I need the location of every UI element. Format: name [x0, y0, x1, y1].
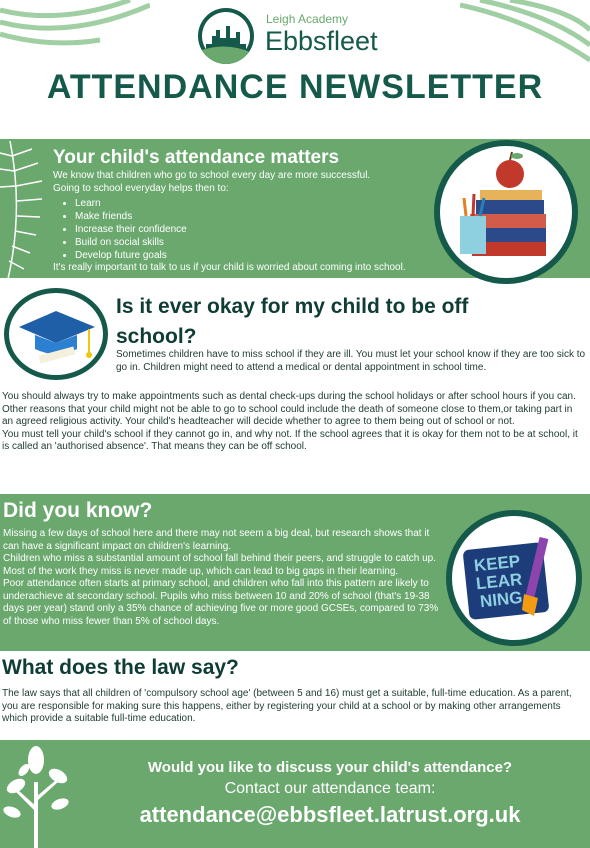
section1-closing: It's really important to talk to us if your child is worried about coming into school.: [53, 262, 406, 273]
section3-heading: Did you know?: [3, 499, 153, 522]
section1-lead: Going to school everyday helps then to:: [53, 182, 229, 194]
section1-intro: We know that children who go to school every day are more successful.: [53, 170, 371, 181]
section3-p4: Poor attendance often starts at primary school, and children who fall into this pattern are likely to underachieve at secondary school. Pupils who miss between 10 and 20% of school (that's 19-38 days per year) stand only a 35% chance of achieving five or more good GCSEs, compared to 73% of those who miss fewer than 5% of school days.: [3, 578, 439, 627]
section1-bullets: [53, 197, 443, 262]
decorative-lines-right: [460, 0, 590, 70]
list-item: • Learn: [75, 197, 443, 210]
list-item: • Increase their confidence: [75, 223, 443, 236]
school-name-big: Ebbsfleet: [265, 26, 378, 56]
section2-body: [2, 391, 586, 454]
section3-p3: Most of the work they miss is never made up, which can lead to big gaps in their learning.: [3, 565, 399, 577]
section4-p1: The law says that all children of 'compulsory school age' (between 5 and 16) must get a suitable, full-time education. As a parent, you are responsible for making sure this happens, either by registering your child at a school or by making other arrangements which provide a suitable full-time education.: [2, 688, 572, 724]
section2-p1: You should always try to make appointments such as dental check-ups during the school holidays or after school hours if you can.: [2, 391, 576, 402]
section1-heading: Your child's attendance matters: [53, 147, 340, 168]
section3-p2: Children who miss a substantial amount of school fall behind their peers, and struggle to catch up.: [3, 553, 437, 564]
section2-p2: Other reasons that your child might not be able to go to school could include the death of someone close to them,or taking part in an agreed religious activity. Your child's headteacher will decide whether to agree to them being out of school or not.: [2, 403, 573, 427]
section2-p3: You must tell your child's school if they cannot go in, and why not. If the school agrees that it is okay for them not to be at school, it is called an 'authorised absence'. That means they can be off school.: [2, 428, 578, 452]
keep-learning-badge: [446, 510, 582, 646]
badge-line-2: LEAR: [475, 569, 524, 594]
footer-contact-label: Contact our attendance team:: [224, 780, 436, 797]
section1-body: [53, 170, 443, 275]
school-logo: [198, 8, 254, 64]
books-apple-icon: [434, 140, 578, 284]
list-item: • Develop future goals: [75, 249, 443, 262]
school-name-small: Leigh Academy: [266, 12, 349, 26]
list-item: • Build on social skills: [75, 236, 443, 249]
section2-heading: Is it ever okay for my child to be off school?: [116, 295, 469, 348]
page-title: ATTENDANCE NEWSLETTER: [46, 68, 544, 106]
badge-line-3: NING: [479, 587, 524, 612]
section2-intro: Sometimes children have to miss school if they are ill. You must let your school know if they are too sick to go in. Children might need to attend a medical or dental appointment in school time.: [116, 349, 586, 373]
contact-email-link[interactable]: attendance@ebbsfleet.latrust.org.uk: [139, 802, 521, 827]
footer-question: Would you like to discuss your child's attendance?: [147, 759, 513, 776]
list-item: • Make friends: [75, 210, 443, 223]
palm-leaf-icon: [0, 141, 50, 291]
badge-line-1: KEEP: [473, 551, 522, 576]
section3-p1: Missing a few days of school here and there may not seem a big deal, but research shows that it can have a significant impact on children's learning.: [3, 528, 430, 552]
decorative-lines-left: [0, 0, 150, 60]
section4-heading: What does the law say?: [2, 656, 239, 679]
section3-body: [3, 528, 448, 628]
tree-icon: [2, 742, 72, 848]
city-skyline-logo-icon: [198, 8, 254, 64]
graduation-cap-icon: [4, 288, 108, 380]
